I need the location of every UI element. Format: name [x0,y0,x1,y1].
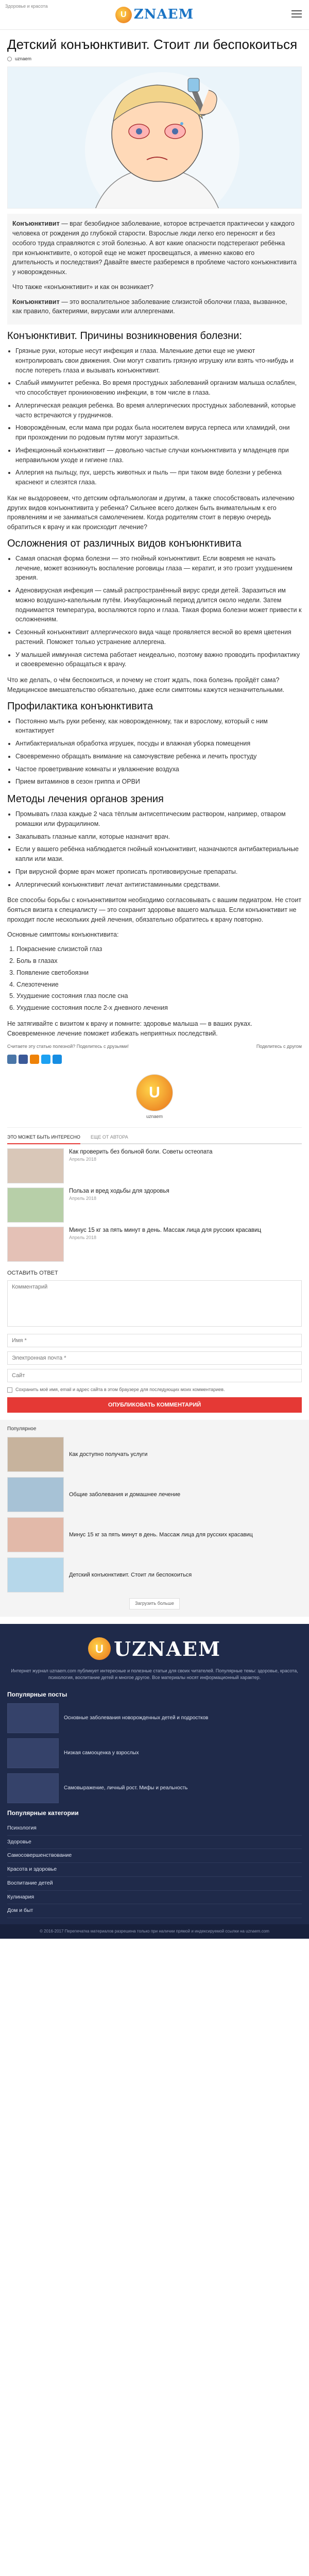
list-item: • Аденовирусная инфекция — самый распространённый вирус среди детей. Заразиться им можно воздушно-капельным путём. Инкубационный период длится около недели. Затем поднимается температура, воспаляются горло и глаза. Такая форма болезни может привести к осложнениям. [15,586,302,624]
footer-logo[interactable] [7,1634,302,1664]
list-item: 2. Боль в глазах [16,956,302,966]
menu-icon[interactable] [291,10,302,18]
list-item: • Прием витаминов в сезон гриппа и ОРВИ [15,777,302,787]
prevention-list [15,717,302,787]
heading-methods: Методы лечения органов зрения [7,793,164,805]
load-more [7,1598,302,1609]
footer-logo-text: UZNAEM [113,1637,221,1660]
methods-list [15,809,302,889]
paragraph-final: Не затягивайте с визитом к врачу и помните: здоровье малыша — в ваших руках. Своевременное лечение поможет избежать неприятных последствий. [7,1020,252,1037]
list-item: • Если у вашего ребёнка наблюдается гнойный конъюнктивит, назначаются антибактериальные капли или мази. [15,844,302,864]
vk-icon[interactable] [7,1055,16,1064]
email-field[interactable] [7,1351,302,1365]
symptoms-list [16,944,302,1013]
popular-thumbnail[interactable] [7,1557,64,1592]
website-field[interactable] [7,1369,302,1382]
popular-item[interactable] [7,1477,302,1512]
popular-title-link[interactable]: Детский конъюнктивит. Стоит ли беспокоиться [69,1572,192,1579]
list-item: • Новорождённым, если мама при родах была носителем вируса герпеса или хламидий, они при прохождении по родовым путям могут заразиться. [15,423,302,443]
heading-types: Осложнения от различных видов конъюнктивита [7,537,242,549]
paragraph-watch: Что же делать, о чём беспокоиться, и почему не стоит ждать, пока болезнь пройдёт сама? Медицинское вмешательство обязательно, даже если симптомы кажутся незначительными. [7,676,285,693]
site-header [0,0,309,30]
name-field[interactable] [7,1334,302,1347]
list-item: • Постоянно мыть руки ребенку, как новорожденному, так и взрослому, который с ним контактирует [15,717,302,736]
lead-paragraph-1: Конъюнктивит — враг безобидное заболевание, которое встречается практически у каждого человека от рождения до глубокой старости. Взрослые люди легко его переносят и без особого труда справляются с этой болезнью. А вот какие опасности подстерегают ребёнка при конъюнктивите, о которой еще не может просвещаться, а именно каково его длительность и последствия? Давайте вместе разберемся в проблеме частого конъюнктивита у новорожденных. [12,220,297,276]
footer-popular-title[interactable]: Самовыражение, личный рост. Мифы и реальность [64,1785,188,1791]
related-thumbnail[interactable] [7,1188,64,1223]
clock-icon [7,57,12,61]
site-footer [0,1624,309,1924]
footer-category-link[interactable]: Самосовершенствование [7,1849,302,1863]
list-item: 1. Покраснение слизистой глаз [16,944,302,954]
related-item[interactable] [7,1227,302,1262]
related-thumbnail[interactable] [7,1227,64,1262]
hero-image [7,66,302,209]
logo-text: ZNAEM [133,7,194,22]
popular-item[interactable] [7,1557,302,1592]
article-meta [7,56,302,63]
related-item[interactable] [7,1148,302,1183]
symptoms-intro: Основные симптомы конъюнктивита: [7,930,119,938]
causes-list [15,346,302,487]
footer-popular-thumbnail[interactable] [7,1703,59,1733]
paragraph-doctor: Как не выздоровеем, что детским офтальмологам и другим, а также способствовать излечению других видов конъюнктивита у ребенка? Сильнее всего должен быть внимательным к его проявлениям и не заниматься самолечением. Когда родителям стоит в первую очередь обратиться к врачу и как происходит лечение? [7,494,295,531]
footer-category-link[interactable]: Дом и быт [7,1904,302,1918]
related-thumbnail[interactable] [7,1148,64,1183]
list-item: • Частое проветривание комнаты и увлажнение воздуха [15,765,302,774]
list-item: • Закапывать глазные капли, которые назначит врач. [15,832,302,842]
popular-thumbnail[interactable] [7,1477,64,1512]
related-title[interactable]: Польза и вред ходьбы для здоровья [69,1188,169,1194]
heading-prevention: Профилактика конъюнктивита [7,700,153,712]
list-item: • Аллергия на пыльцу, пух, шерсть животных и пыль — при таком виде болезни у ребенка краснеют и слезятся глаза. [15,468,302,487]
list-item: • Самая опасная форма болезни — это гнойный конъюнктивит. Если вовремя не начать лечение, может возникнуть воспаление роговицы глаза — кератит, и это грозит ухудшением зрения. [15,554,302,583]
logo-mark-icon: U [115,7,132,23]
popular-thumbnail[interactable] [7,1517,64,1552]
comment-form-label: ОСТАВИТЬ ОТВЕТ [7,1269,58,1276]
author-avatar[interactable]: U [136,1074,173,1111]
tab-interesting[interactable]: ЭТО МОЖЕТ БЫТЬ ИНТЕРЕСНО [7,1134,80,1144]
footer-category-link[interactable]: Здоровье [7,1836,302,1850]
list-item: • Аллергическая реакция ребенка. Во время аллергических простудных заболеваний, которые часто встречаются у грудничков. [15,401,302,420]
list-item: • У малышей иммунная система работает неидеально, поэтому важно проводить профилактику и своевременно обращаться к врачу. [15,650,302,670]
copyright: © 2016-2017 Перепечатка материалов разрешена только при наличии прямой и индексируемой ссылки на uznaem.com [0,1924,309,1939]
lead-paragraph-3: Конъюнктивит — это воспалительное заболевание слизистой оболочки глаза, вызванное, как правило, бактериями, вирусами или аллергенами. [12,298,287,315]
related-date: Апрель 2018 [69,1195,97,1201]
list-item: • Аллергический конъюнктивит лечат антигистаминными средствами. [15,880,302,890]
comment-form [7,1269,302,1413]
tab-more-from-author[interactable]: ЕЩЕ ОТ АВТОРА [90,1134,128,1140]
footer-category-link[interactable]: Психология [7,1822,302,1836]
article-title: Детский конъюнктивит. Стоит ли беспокоиться [7,37,298,52]
facebook-icon[interactable] [19,1055,28,1064]
footer-popular-thumbnail[interactable] [7,1773,59,1803]
footer-popular-item[interactable] [7,1773,302,1803]
popular-item[interactable] [7,1437,302,1472]
remember-row [7,1386,302,1394]
footer-popular-item[interactable] [7,1738,302,1768]
popular-title-link[interactable]: Минус 15 кг за пять минут в день. Массаж лица для русских красавиц [69,1532,253,1538]
footer-categories [7,1822,302,1918]
footer-logo-mark-icon: U [88,1637,111,1660]
remember-label: Сохранить моё имя, email и адрес сайта в этом браузере для последующих моих комментариев. [15,1386,225,1392]
list-item: • Своевременно обращать внимание на самочувствие ребенка и лечить простуду [15,752,302,761]
category-tag[interactable]: Здоровье и красота [5,4,48,9]
mail-icon[interactable] [53,1055,62,1064]
list-item: 3. Появление светобоязни [16,968,302,978]
footer-categories-heading: Популярные категории [7,1809,79,1817]
footer-category-link[interactable]: Красота и здоровье [7,1863,302,1877]
author-name[interactable]: uznaem [146,1113,163,1119]
comment-textarea[interactable] [7,1280,302,1327]
footer-popular-thumbnail[interactable] [7,1738,59,1768]
list-item: • Грязные руки, которые несут инфекция и глаза. Маленькие детки еще не умеют контролировать свои движения. Они могут схватить грязную игрушку или взять что-нибудь и после потереть глаза и вызывать конъюнктивит. [15,346,302,375]
list-item: • Слабый иммунитет ребенка. Во время простудных заболеваний организм малыша ослаблен, что способствует проникновению инфекции, в том числе в глаза. [15,378,302,398]
list-item: 4. Слезотечение [16,980,302,990]
list-item: 5. Ухудшение состояния глаз после сна [16,991,302,1001]
related-posts [7,1134,302,1262]
share-row [7,1043,302,1050]
footer-popular-title[interactable]: Основные заболевания новорожденных детей и подростков [64,1715,209,1721]
footer-popular-item[interactable] [7,1703,302,1733]
list-item: • Сезонный конъюнктивит аллергического вида чаще проявляется весной во время цветения растений. Поможет только устранение аллергена. [15,628,302,647]
footer-category-link[interactable]: Кулинария [7,1891,302,1905]
paragraph-note: Все способы борьбы с конъюнктивитом необходимо согласовывать с вашим педиатром. Не стоит бояться визита к специалисту — это сохранит здоровье вашего малыша. Если конъюнктивит не проходит после нескольких дней лечения, обязательно обратитесь к врачу повторно. [7,896,302,923]
popular-title: Популярное [7,1426,37,1432]
related-title[interactable]: Минус 15 кг за пять минут в день. Массаж лица для русских красавиц [69,1227,262,1233]
remember-checkbox[interactable] [7,1387,12,1393]
list-item: • Промывать глаза каждые 2 часа тёплым антисептическим раствором, например, отваром ромашки или фурацилином. [15,809,302,829]
related-date: Апрель 2018 [69,1234,97,1240]
share-label: Считаете эту статью полезной? Поделитесь с друзьями! [7,1044,129,1049]
related-tabs [7,1134,302,1144]
lead-paragraph-2: Что также «конъюнктивит» и как он возникает? [12,283,153,291]
author-box [7,1070,302,1128]
share-right-label: Поделитесь с другом [256,1044,302,1049]
heading-causes: Конъюнктивит. Причины возникновения болезни: [7,330,242,342]
footer-category-link[interactable]: Воспитание детей [7,1877,302,1891]
list-item: • При вирусной форме врач может прописать противовирусные препараты. [15,867,302,877]
related-item[interactable] [7,1188,302,1223]
list-item: • Инфекционный конъюнктивит — довольно частые случаи конъюнктивита у младенцев при неправильном уходе и гигиене глаз. [15,446,302,465]
related-date: Апрель 2018 [69,1156,97,1162]
popular-title-link[interactable]: Как доступно получать услуги [69,1451,148,1458]
odnoklassniki-icon[interactable] [30,1055,39,1064]
lead-block [7,214,302,325]
submit-comment-button[interactable]: ОПУБЛИКОВАТЬ КОММЕНТАРИЙ [7,1397,302,1413]
popular-title-link[interactable]: Общие заболевания и домашнее лечение [69,1492,181,1498]
related-title[interactable]: Как проверить без больной боли. Советы остеопата [69,1148,213,1155]
footer-popular-heading: Популярные посты [7,1690,67,1698]
article-content [0,30,309,1617]
share-buttons [7,1055,302,1064]
site-logo[interactable] [115,5,194,25]
footer-popular-title[interactable]: Низкая самооценка у взрослых [64,1750,139,1756]
load-more-button[interactable]: Загрузить больше [129,1598,180,1609]
list-item: 6. Ухудшение состояния после 2-х дневного лечения [16,1003,302,1013]
popular-item[interactable] [7,1517,302,1552]
twitter-icon[interactable] [41,1055,50,1064]
popular-inline [0,1420,309,1617]
types-list [15,554,302,669]
list-item: • Антибактериальная обработка игрушек, посуды и влажная уборка помещения [15,739,302,749]
hero-illustration [8,67,301,209]
footer-description: Интернет журнал uznaem.com публикует интересные и полезные статьи для своих читателей. Популярные темы: здоровье, красота, психология, воспитание детей и многое другое. Все материалы носят информационный характер. [11,1668,298,1681]
popular-thumbnail[interactable] [7,1437,64,1472]
article-author[interactable]: uznaem [15,56,32,61]
